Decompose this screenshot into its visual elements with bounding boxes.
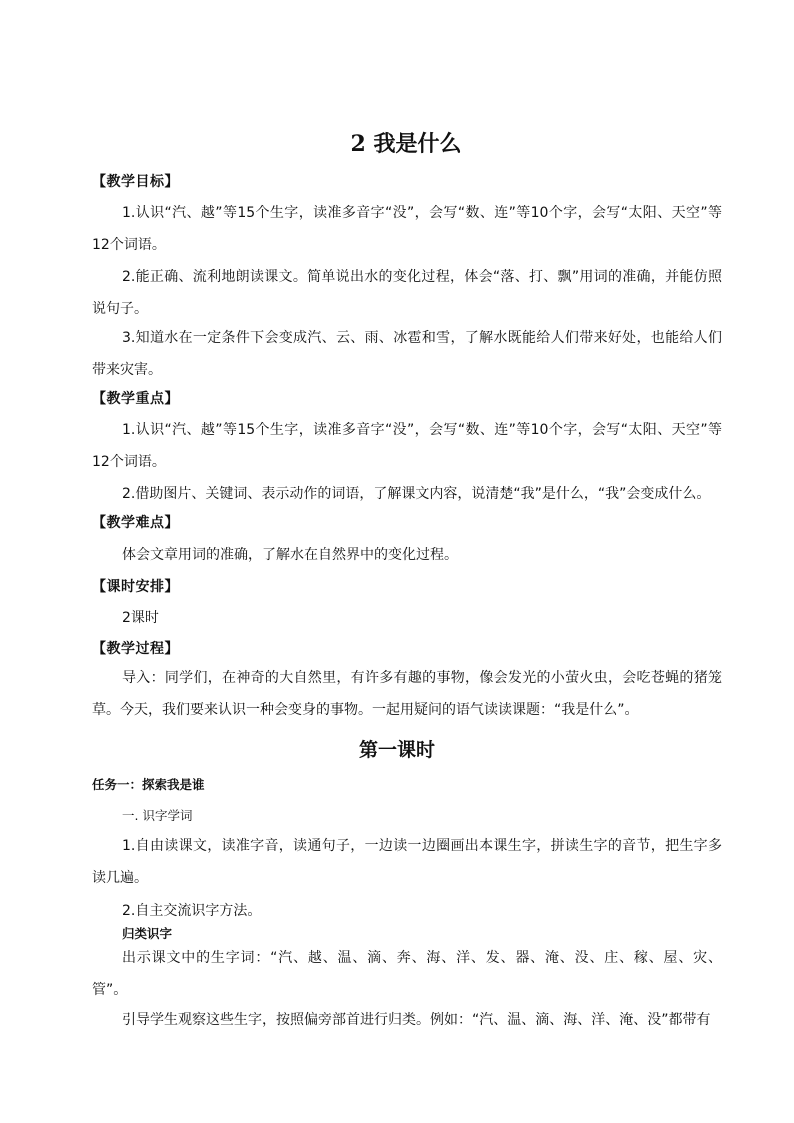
method-label: 归类识字	[122, 926, 173, 941]
lesson-title: 2 我是什么	[350, 131, 462, 157]
goal-item-2: 2.能正确、流利地朗读课文。简单说出水的变化过程，体会“落、打、飘”用词的准确，并能仿照说句子。	[92, 269, 722, 317]
difficulty-heading: 【教学难点】	[92, 515, 179, 531]
guide-text: 引导学生观察这些生字，按照偏旁部首进行归类。例如：“汽、温、滴、海、洋、淹、没”都带有	[122, 1012, 711, 1028]
task-heading: 任务一：探索我是谁	[92, 777, 205, 792]
lesson1-title: 第一课时	[358, 739, 435, 761]
step-1: 1.自由读课文，读准字音，读通句子，一边读一边圈画出本课生字，拼读生字的音节，把生字多读几遍。	[92, 838, 722, 886]
goals-heading: 【教学目标】	[92, 174, 179, 190]
difficulty-text: 体会文章用词的准确，了解水在自然界中的变化过程。	[122, 547, 458, 563]
process-intro: 导入：同学们，在神奇的大自然里，有许多有趣的事物，像会发光的小萤火虫，会吃苍蝇的猪笼草。今天，我们要来认识一种会变身的事物。一起用疑问的语气读读课题：“我是什么”。	[92, 670, 722, 718]
goal-item-3: 3.知道水在一定条件下会变成汽、云、雨、冰雹和雪，了解水既能给人们带来好处，也能给人们带来灾害。	[92, 330, 722, 378]
show-words: 出示课文中的生字词：“汽、越、温、滴、奔、海、洋、发、器、淹、没、庄、稼、屋、灾、管”。	[92, 950, 722, 998]
key-point-item-2: 2.借助图片、关键词、表示动作的词语，了解课文内容，说清楚“我”是什么，“我”会变成什么。	[122, 486, 711, 502]
goal-item-1: 1.认识“汽、越”等15个生字，读准多音字“没”，会写“数、连”等10个字，会写“太阳、天空”等12个词语。	[92, 205, 722, 253]
schedule-text: 2课时	[122, 610, 159, 626]
step-2: 2.自主交流识字方法。	[122, 903, 262, 919]
process-heading: 【教学过程】	[92, 641, 179, 657]
key-points-heading: 【教学重点】	[92, 391, 179, 407]
schedule-heading: 【课时安排】	[92, 579, 179, 595]
key-point-item-1: 1.认识“汽、越”等15个生字，读准多音字“没”，会写“数、连”等10个字，会写“太阳、天空”等12个词语。	[92, 422, 722, 470]
section-heading: 一. 识字学词	[122, 808, 193, 823]
